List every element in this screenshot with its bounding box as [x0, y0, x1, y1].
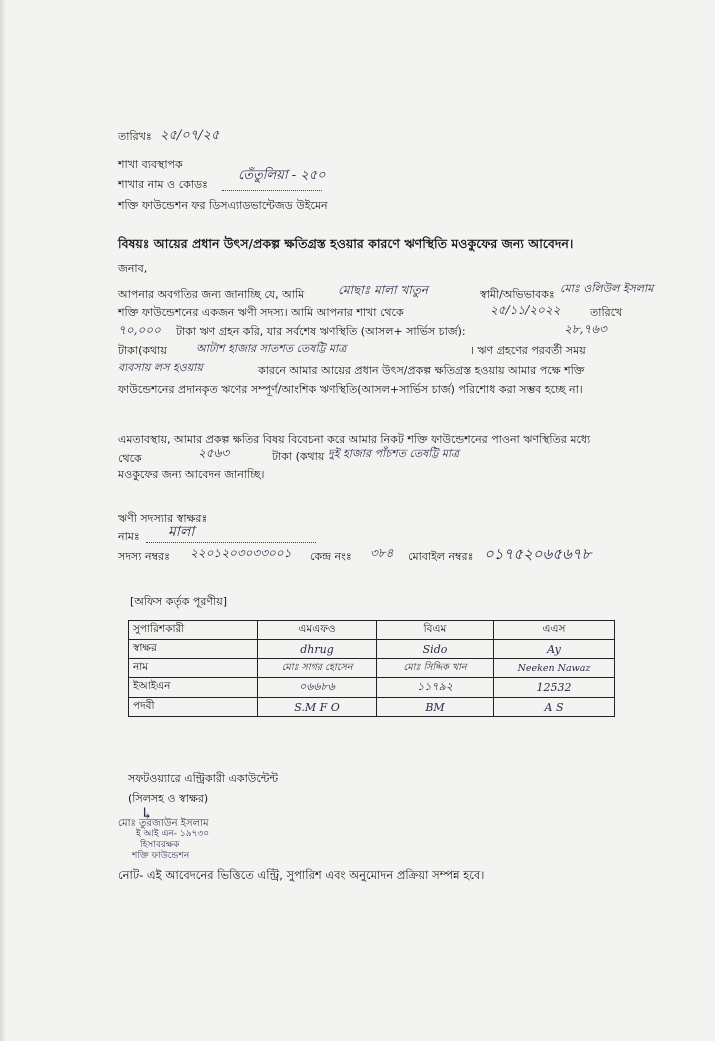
- note: নোট- এই আবেদনের ভিত্তিতে এন্ট্রি, সুপারিশ এবং অনুমোদন প্রক্রিয়া সম্পন্ন হবে।: [118, 868, 485, 882]
- table-header: বিএম: [377, 621, 494, 640]
- para1-text2: স্বামী/অভিভাবকঃ: [480, 288, 555, 301]
- member-name-filled: মোছাঃ মালা খাতুন: [338, 283, 428, 297]
- table-row: [129, 640, 615, 659]
- para1-text6: টাকা(কথায়: [118, 344, 167, 357]
- table-row: [129, 698, 615, 717]
- table-header: এমএফও: [258, 621, 377, 640]
- accountant-seal: [118, 818, 209, 862]
- waiver-amount-filled: ২৫৬৩: [198, 446, 230, 460]
- accountant-title: সফটওয়্যারে এন্ট্রিকারী একাউন্টেন্ট: [128, 772, 279, 785]
- branch-value: তেঁতুলিয়া - ২৫০: [238, 168, 326, 183]
- para1-text1: আপনার অবগতির জন্য জানাচ্ছি যে, আমি: [118, 288, 305, 301]
- table-header: সুপারিশকারী: [129, 621, 258, 640]
- recommendation-table: [128, 620, 615, 717]
- date-value: ২৫/০৭/২৫: [160, 128, 220, 143]
- date-label: তারিখঃ: [118, 130, 152, 143]
- waiver-words-filled: দুই হাজার পাঁচশত তেষট্টি মাত্র: [328, 447, 460, 460]
- page-edge: [0, 0, 6, 1041]
- table-header: এএস: [494, 621, 615, 640]
- para1-text5: টাকা ঋণ গ্রহন করি, যার সর্বশেষ ঋণস্থিতি (আসল+ সার্ভিস চার্জ):: [176, 325, 466, 338]
- table-cell: Sido: [377, 640, 494, 659]
- table-cell: A S: [494, 698, 615, 717]
- table-cell: ১১৭৯২: [377, 678, 494, 698]
- table-cell: BM: [377, 698, 494, 717]
- table-cell: মোঃ সাগর হোসেন: [258, 659, 377, 678]
- table-row: [129, 659, 615, 678]
- para2-text1: এমতাবস্থায়, আমার প্রকল্প ক্ষতির বিষয় বিবেচনা করে আমার নিকট শক্তি ফাউন্ডেশনের পাওনা ঋণস্থিতির মধ্যে থেকে: [118, 433, 591, 465]
- table-cell: ০৬৬৮৬: [258, 678, 377, 698]
- table-cell: dhrug: [258, 640, 377, 659]
- accountant-signature: ↳: [140, 804, 154, 823]
- address-line1: শাখা ব্যবস্থাপক: [118, 158, 183, 171]
- member-name-label: নামঃ: [118, 530, 140, 543]
- subject-heading: বিষয়ঃ আয়ের প্রধান উৎস/প্রকল্প ক্ষতিগ্রস্ত হওয়ার কারণে ঋণস্থিতি মওকুফের জন্য আবেদন।: [118, 236, 574, 251]
- mobile-value: ০১৭৫২০৬৫৬৭৮: [484, 545, 592, 563]
- loan-amount-filled: ৭০,০০০: [118, 323, 161, 337]
- balance-filled: ২৮,৭৬৩: [564, 322, 607, 336]
- reason-filled: ব্যবসায় লস হওয়ায়: [118, 361, 203, 374]
- loan-date-filled: ২৫/১১/২০২২: [490, 303, 561, 317]
- para2-text2: টাকা (কথায়: [272, 450, 325, 463]
- address-line3: শক্তি ফাউন্ডেশন ফর ডিসএ্যাডভান্টেজড উইমেন: [118, 199, 328, 212]
- row-label: নাম: [129, 659, 258, 678]
- office-heading: [অফিস কর্তৃক পূরণীয়]: [130, 595, 227, 608]
- salutation: জনাব,: [118, 262, 148, 275]
- member-no-label: সদস্য নম্বরঃ: [118, 550, 170, 563]
- row-label: স্বাক্ষর: [129, 640, 258, 659]
- guardian-filled: মোঃ ওলিউল ইসলাম: [560, 282, 654, 295]
- seal-line: হিসাবরক্ষক: [140, 840, 180, 850]
- member-signature-label: ঋণী সদস্যার স্বাক্ষরঃ: [118, 512, 208, 525]
- table-cell: Ay: [494, 640, 615, 659]
- table-cell: মোঃ সিদ্দিক খান: [377, 659, 494, 678]
- para1-text4: তারিখে: [590, 306, 623, 319]
- branch-dotline: [222, 190, 322, 191]
- mobile-label: মোবাইল নম্বরঃ: [408, 550, 474, 563]
- para1-text8: কারনে আমার আয়ের প্রধান উৎস/প্রকল্প ক্ষতিগ্রস্ত হওয়ায় আমার পক্ষে শক্তি ফাউন্ডেশনের প্রদানকৃত ঋণের সম্পূর্ণ/আংশিক ঋণস্থিতি(আসল+সার্ভিস চার্জ) পরিশোধ করা সম্ভব হচ্ছে না।: [118, 364, 585, 396]
- seal-line: শক্তি ফাউন্ডেশন: [132, 851, 190, 861]
- para1-text3: শক্তি ফাউন্ডেশনের একজন ঋণী সদস্য। আমি আপনার শাখা থেকে: [118, 306, 404, 319]
- balance-words-filled: আটাশ হাজার সাতশত তেষট্টি মাত্র: [196, 342, 347, 355]
- row-label: পদবী: [129, 698, 258, 717]
- seal-line: ই আই এন- ১৯৭৩০: [136, 829, 210, 839]
- para2-text3: মওকুফের জন্য আবেদন জানাচ্ছি।: [118, 468, 265, 481]
- center-label: কেন্দ্র নংঃ: [310, 550, 352, 563]
- table-header-row: [129, 621, 615, 640]
- para1-text7: । ঋণ গ্রহণের পরবর্তী সময়: [470, 344, 586, 357]
- table-cell: 12532: [494, 678, 615, 698]
- table-cell: S.M F O: [258, 698, 377, 717]
- accountant-subtitle: (সিলসহ ও স্বাক্ষর): [128, 792, 209, 805]
- row-label: ইআইএন: [129, 678, 258, 698]
- table-row: [129, 678, 615, 698]
- member-no-value: ২২০১২০৩০৩৩০০১: [190, 546, 292, 560]
- table-cell: Neeken Nawaz: [494, 659, 615, 678]
- branch-label: শাখার নাম ও কোডঃ: [118, 178, 208, 191]
- seal-line: মোঃ তুরজাউন ইসলাম: [118, 818, 209, 829]
- center-value: ৩৮৪: [370, 546, 394, 560]
- member-name-value: মালা: [168, 524, 195, 540]
